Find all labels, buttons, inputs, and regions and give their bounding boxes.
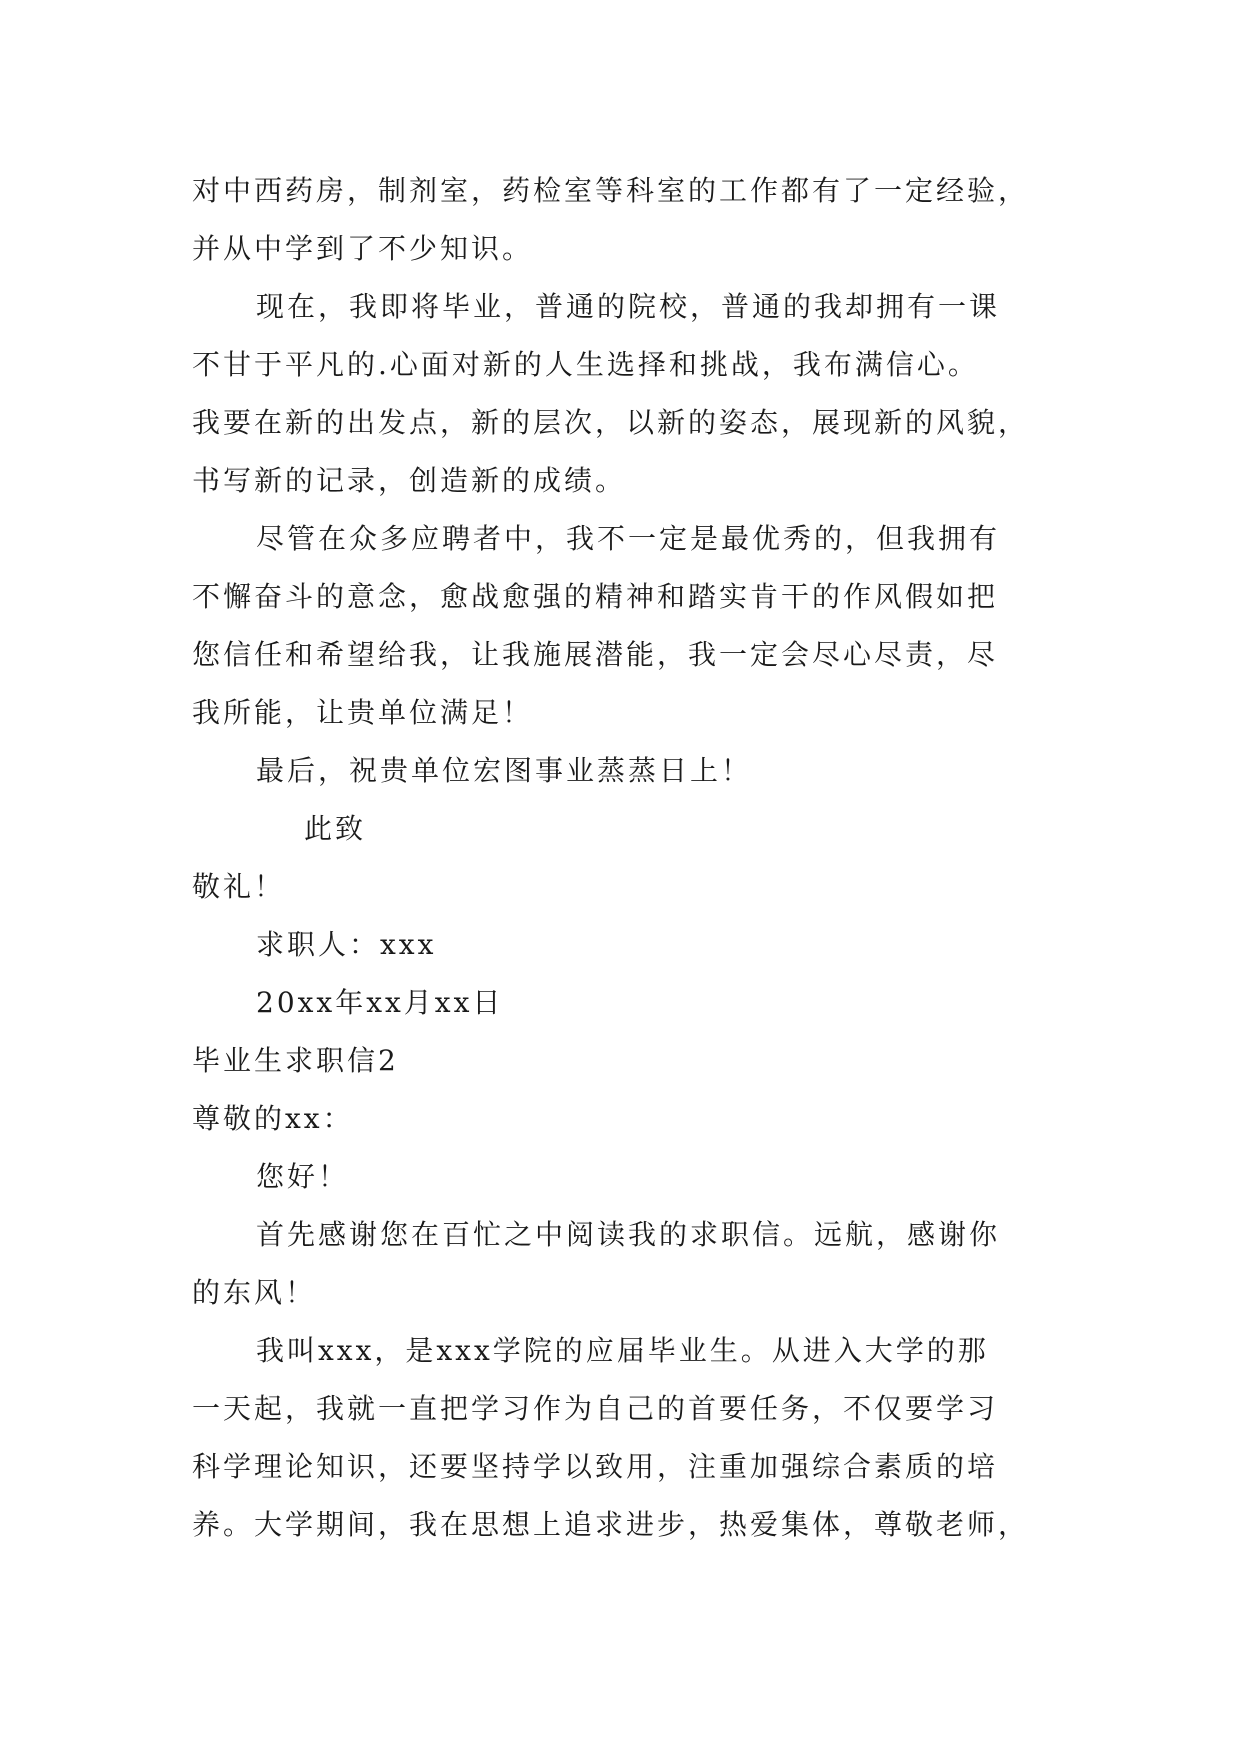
text-line: 一天起，我就一直把学习作为自己的首要任务，不仅要学习: [192, 1392, 999, 1425]
text-line: 不懈奋斗的意念，愈战愈强的精神和踏实肯干的作风假如把: [192, 580, 999, 613]
text-line: 您信任和希望给我，让我施展潜能，我一定会尽心尽责，尽: [192, 638, 999, 671]
text-line: 我叫xxx，是xxx学院的应届毕业生。从进入大学的那: [256, 1334, 989, 1367]
greeting-line: 尊敬的xx：: [192, 1102, 354, 1135]
text-line: 对中西药房，制剂室，药检室等科室的工作都有了一定经验，: [192, 174, 1030, 207]
text-line: 我所能，让贵单位满足！: [192, 696, 534, 729]
salutation-line: 敬礼！: [192, 870, 286, 903]
closing-line: 此致: [304, 812, 367, 845]
text-line: 最后，祝贵单位宏图事业蒸蒸日上！: [256, 754, 753, 787]
text-line: 首先感谢您在百忙之中阅读我的求职信。远航，感谢你: [256, 1218, 1001, 1251]
text-line: 科学理论知识，还要坚持学以致用，注重加强综合素质的培: [192, 1450, 999, 1483]
letter-body: [192, 162, 1052, 1554]
text-line: 书写新的记录，创造新的成绩。: [192, 464, 627, 497]
signature-line: 求职人：xxx: [256, 928, 437, 961]
text-line: 现在，我即将毕业，普通的院校，普通的我却拥有一课: [256, 290, 1001, 323]
section-title: 毕业生求职信2: [192, 1044, 399, 1077]
text-line: 的东风！: [192, 1276, 317, 1309]
text-line: 您好！: [256, 1160, 350, 1193]
date-line: 20xx年xx月xx日: [256, 986, 504, 1019]
text-line: 我要在新的出发点，新的层次，以新的姿态，展现新的风貌，: [192, 406, 1030, 439]
text-line: 不甘于平凡的.心面对新的人生选择和挑战，我布满信心。: [192, 348, 979, 381]
text-line: 养。大学期间，我在思想上追求进步，热爱集体，尊敬老师，: [192, 1508, 1030, 1541]
text-line: 并从中学到了不少知识。: [192, 232, 534, 265]
text-line: 尽管在众多应聘者中，我不一定是最优秀的，但我拥有: [256, 522, 1001, 555]
